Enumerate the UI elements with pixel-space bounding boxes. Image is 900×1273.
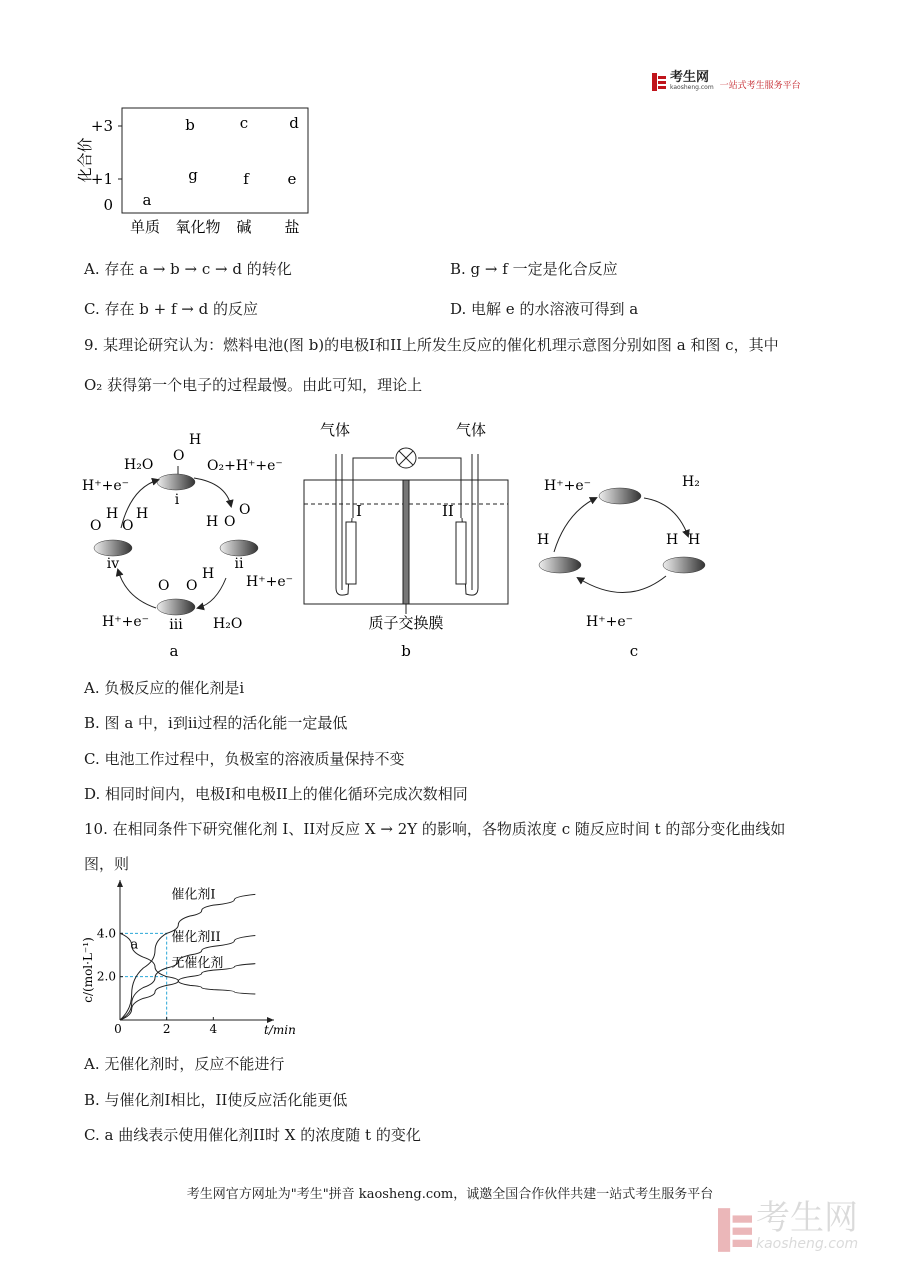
- q10-option-b: B. 与催化剂I相比，II使反应活化能更低: [84, 1091, 348, 1109]
- svg-text:O: O: [158, 578, 170, 594]
- q8-option-b: B. g → f 一定是化合反应: [450, 260, 618, 278]
- watermark-logo-icon: [718, 1208, 752, 1252]
- valence-figure: [76, 100, 336, 245]
- point-d: d: [289, 114, 299, 132]
- svg-text:O: O: [224, 514, 236, 530]
- y-tick-label: 4.0: [96, 926, 116, 941]
- svg-text:O: O: [239, 502, 251, 518]
- point-e: e: [287, 170, 297, 188]
- watermark: [718, 1200, 858, 1252]
- y-axis-label: c/(mol·L⁻¹): [81, 937, 95, 1003]
- ytick-plus3: +3: [90, 117, 113, 135]
- x-axis-label: t/min: [264, 1023, 296, 1037]
- fig-c-caption: c: [629, 642, 639, 660]
- label-electrode-II: II: [442, 502, 454, 520]
- catalyst-c-left: [539, 557, 581, 573]
- xtick-danzhi: 单质: [129, 218, 161, 236]
- electrode-I: [346, 522, 356, 584]
- x-tick-label: 0: [114, 1022, 122, 1036]
- fig-a: [82, 432, 293, 660]
- q10-stem-line1: 10. 在相同条件下研究催化剂 I、II对反应 X → 2Y 的影响，各物质浓度 c 随反应时间 t 的部分变化曲线如: [84, 820, 786, 838]
- fig-c-h-out-top: H⁺+e⁻: [544, 478, 592, 494]
- brand-slogan: 一站式考生服务平台: [719, 81, 801, 91]
- xtick-base: 碱: [236, 218, 252, 236]
- fig-a-h-in-bottom: H⁺+e⁻: [102, 614, 150, 630]
- label-i: i: [174, 492, 180, 508]
- svg-text:H: H: [202, 566, 215, 582]
- membrane-label: 质子交换膜: [368, 614, 444, 632]
- x-tick-label: 4: [209, 1022, 218, 1036]
- series-label-3: a: [130, 937, 139, 953]
- atom-o-i: O: [173, 448, 185, 464]
- q8-option-d: D. 电解 e 的水溶液可得到 a: [450, 300, 639, 318]
- proton-membrane: [403, 480, 409, 604]
- gas-right: 气体: [456, 421, 487, 439]
- svg-text:H: H: [666, 532, 679, 548]
- electrode-II: [456, 522, 466, 584]
- q10-option-c: C. a 曲线表示使用催化剂II时 X 的浓度随 t 的变化: [84, 1126, 421, 1144]
- catalyst-c-right: [663, 557, 705, 573]
- q9-figure: [76, 418, 736, 663]
- series-line-2: [120, 964, 255, 1020]
- series-label-2: 无催化剂: [171, 955, 224, 971]
- gas-left: 气体: [320, 421, 351, 439]
- ytick-0: 0: [103, 196, 113, 214]
- label-iv: iv: [106, 556, 120, 572]
- svg-text:H: H: [688, 532, 701, 548]
- q8-option-c: C. 存在 b + f → d 的反应: [84, 300, 258, 318]
- fig-b-caption: b: [401, 642, 411, 660]
- q9-option-d: D. 相同时间内，电极I和电极II上的催化循环完成次数相同: [84, 785, 468, 803]
- q10-chart: [80, 880, 296, 1042]
- label-ii: ii: [234, 556, 244, 572]
- brand-name: 考生网: [670, 70, 710, 85]
- catalyst-iv: [94, 540, 132, 556]
- catalyst-i: [157, 474, 195, 490]
- svg-text:H: H: [136, 506, 149, 522]
- q9-option-c: C. 电池工作过程中，负极室的溶液质量保持不变: [84, 750, 405, 768]
- svg-text:O: O: [186, 578, 198, 594]
- valence-ylabel: 化合价: [76, 137, 94, 183]
- svg-text:H: H: [206, 514, 219, 530]
- fig-a-h-in-right: H⁺+e⁻: [246, 574, 294, 590]
- series-label-1: 催化剂II: [171, 929, 221, 945]
- fig-c-h-out-bottom: H⁺+e⁻: [586, 614, 634, 630]
- brand-header: [652, 72, 801, 91]
- kaosheng-logo-icon: [652, 73, 666, 91]
- svg-text:H: H: [106, 506, 119, 522]
- label-electrode-I: I: [356, 502, 362, 520]
- fig-a-caption: a: [169, 642, 179, 660]
- fig-c-h2: H₂: [682, 474, 700, 490]
- point-c: c: [239, 114, 249, 132]
- brand-domain: kaosheng.com: [670, 84, 714, 91]
- point-a: a: [142, 191, 152, 209]
- y-tick-label: 2.0: [96, 969, 116, 984]
- fig-a-h2o-top: H₂O: [124, 457, 154, 473]
- fig-c: [537, 474, 705, 660]
- fig-a-o2-in: O₂+H⁺+e⁻: [207, 458, 283, 474]
- xtick-oxide: 氧化物: [175, 218, 221, 236]
- fig-a-h-in-left: H⁺+e⁻: [82, 478, 130, 494]
- q9-option-b: B. 图 a 中，i到ii过程的活化能一定最低: [84, 714, 348, 732]
- label-iii: iii: [169, 617, 183, 633]
- svg-text:O: O: [122, 518, 134, 534]
- catalyst-c-top: [599, 488, 641, 504]
- svg-text:H: H: [189, 432, 202, 448]
- point-g: g: [188, 166, 198, 184]
- q9-stem-line2: O₂ 获得第一个电子的过程最慢。由此可知，理论上: [84, 376, 423, 394]
- svg-text:O: O: [90, 518, 102, 534]
- svg-text:H: H: [537, 532, 550, 548]
- q10-stem-line2: 图，则: [84, 855, 130, 873]
- fig-b: [304, 421, 508, 660]
- q8-option-a: A. 存在 a → b → c → d 的转化: [84, 260, 292, 278]
- q9-option-a: A. 负极反应的催化剂是i: [84, 679, 245, 697]
- series-label-0: 催化剂I: [171, 887, 216, 903]
- watermark-domain: kaosheng.com: [756, 1236, 859, 1252]
- ytick-plus1: +1: [90, 170, 113, 188]
- q9-stem-line1: 9. 某理论研究认为：燃料电池(图 b)的电极I和II上所发生反应的催化机理示意图分别如图 a 和图 c，其中: [84, 336, 779, 354]
- series-line-1: [120, 936, 255, 1021]
- fig-a-h2o-bottom: H₂O: [213, 616, 243, 632]
- point-b: b: [185, 116, 195, 134]
- page-footer: 考生网官方网址为"考生"拼音 kaosheng.com，诚邀全国合作伙伴共建一站式考生服务平台: [186, 1187, 714, 1202]
- y-axis-arrow-icon: [117, 880, 123, 887]
- x-tick-label: 2: [162, 1022, 171, 1036]
- catalyst-ii: [220, 540, 258, 556]
- xtick-salt: 盐: [284, 218, 300, 236]
- watermark-name: 考生网: [756, 1198, 858, 1238]
- catalyst-iii: [157, 599, 195, 615]
- q10-option-a: A. 无催化剂时，反应不能进行: [84, 1055, 285, 1073]
- point-f: f: [243, 170, 249, 188]
